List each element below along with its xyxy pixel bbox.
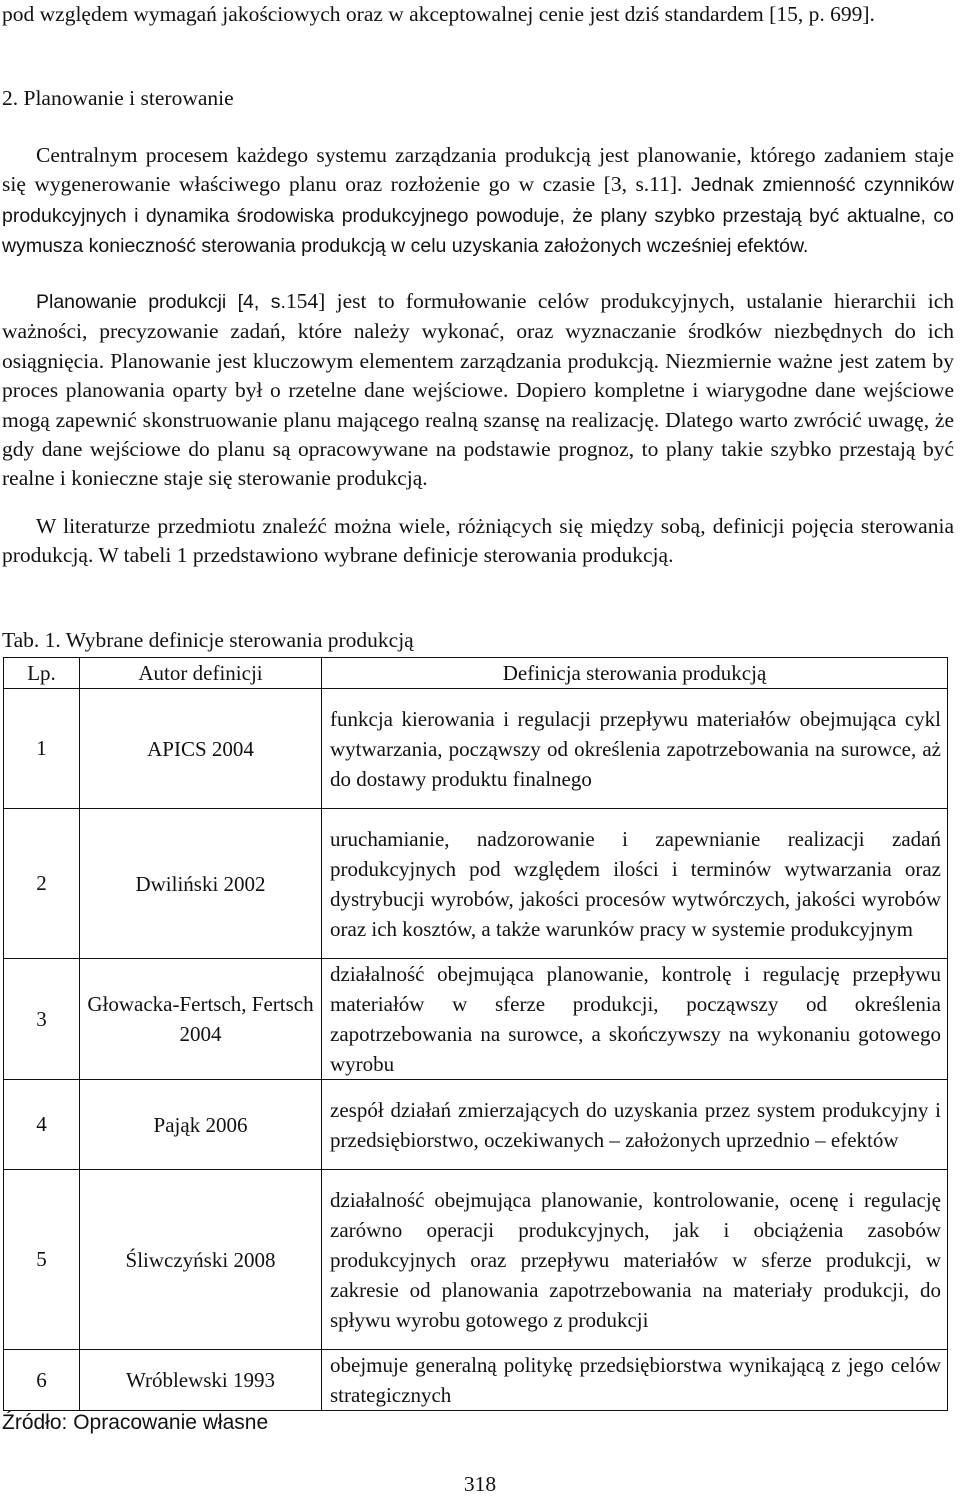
row-author: Pająk 2006	[80, 1080, 322, 1170]
row-lp: 3	[4, 959, 80, 1080]
table-row	[4, 1170, 948, 1350]
paragraph-1-sans-text: Jednak zmienność czynników produkcyjnych i dynamika środowiska produkcyjnego powoduje, że plany szybko przestają być aktualne, co wymusza konieczność sterowania produkcją w celu uzyskania założonych wcześniej efektów.	[2, 174, 954, 258]
row-definition: funkcja kierowania i regulacji przepływu materiałów obejmująca cykl wytwarzania, począwszy od określenia zapotrzebowania na surowce, aż do dostawy produktu finalnego	[322, 689, 948, 809]
row-author: Śliwczyński 2008	[80, 1170, 322, 1350]
definitions-table	[3, 657, 948, 1411]
section-heading: 2. Planowanie i sterowanie	[2, 86, 234, 110]
row-lp: 4	[4, 1080, 80, 1170]
header-author: Autor definicji	[80, 658, 322, 689]
paragraph-1-serif-text: Centralnym procesem każdego systemu zarządzania produkcją jest planowanie, którego zadaniem staje się wygenerowanie właściwego planu oraz rozłożenie go w czasie [3, s.11].	[2, 143, 954, 197]
table-row	[4, 1080, 948, 1170]
page-number: 318	[463, 1472, 497, 1496]
table-row	[4, 1350, 948, 1411]
table-header-row	[4, 658, 948, 689]
row-author: Głowacka-Fertsch, Fertsch 2004	[80, 959, 322, 1080]
paragraph-2-serif-text: 154] jest to formułowanie celów produkcyjnych, ustalanie hierarchii ich ważności, precyzowanie zadań, które należy wykonać, oraz wyznaczanie środków niezbędnych do ich osiągnięcia. Planowanie jest kluczowym elementem zarządzania produkcją. Niezmiernie ważne jest zatem by proces planowania oparty był o rzetelne dane wejściowe. Dopiero kompletne i wiarygodne dane wejściowe mogą zapewnić skonstruowanie planu mającego realną szansę na realizację. Dlatego warto zwrócić uwagę, że gdy dane wejściowe do planu są opracowywane na podstawie prognoz, to plany takie szybko przestają być realne i konieczne staje się sterowanie produkcją.	[2, 289, 954, 491]
header-definition: Definicja sterowania produkcją	[322, 658, 948, 689]
row-lp: 1	[4, 689, 80, 809]
intro-text: pod względem wymagań jakościowych oraz w akceptowalnej cenie jest dziś standardem [15, p. 699].	[2, 2, 875, 26]
header-lp: Lp.	[4, 658, 80, 689]
row-definition: obejmuje generalną politykę przedsiębiorstwa wynikającą z jego celów strategicznych	[322, 1350, 948, 1411]
row-definition: uruchamianie, nadzorowanie i zapewnianie realizacji zadań produkcyjnych pod względem ilości i terminów wytwarzania oraz dystrybucji wyrobów, jakości procesów wytwórczych, jakości wyrobów oraz ich kosztów, a także warunków pracy w systemie produkcyjnym	[322, 809, 948, 959]
row-author: Wróblewski 1993	[80, 1350, 322, 1411]
table-row	[4, 809, 948, 959]
row-lp: 5	[4, 1170, 80, 1350]
paragraph-3	[2, 512, 954, 571]
row-lp: 6	[4, 1350, 80, 1411]
row-definition: działalność obejmująca planowanie, kontrolowanie, ocenę i regulację zarówno operacji produkcyjnych, jak i obciążenia zasobów produkcyjnych oraz przepływu materiałów w sferze produkcji, w zakresie od planowania zapotrzebowania na materiały produkcji, do spływu wyrobu gotowego z produkcji	[322, 1170, 948, 1350]
paragraph-2	[2, 287, 954, 494]
paragraph-1	[2, 141, 954, 262]
table-caption: Tab. 1. Wybrane definicje sterowania produkcją	[2, 628, 414, 652]
row-lp: 2	[4, 809, 80, 959]
paragraph-2-sans-text: Planowanie produkcji [4, s.	[36, 291, 286, 313]
table-row	[4, 959, 948, 1080]
row-definition: działalność obejmująca planowanie, kontrolę i regulację przepływu materiałów w sferze produkcji, począwszy od określenia zapotrzebowania na surowce, a skończywszy na wykonaniu gotowego wyrobu	[322, 959, 948, 1080]
row-definition: zespół działań zmierzających do uzyskania przez system produkcyjny i przedsiębiorstwo, oczekiwanych – założonych uprzednio – efektów	[322, 1080, 948, 1170]
intro-paragraph	[2, 0, 954, 29]
table-row	[4, 689, 948, 809]
row-author: APICS 2004	[80, 689, 322, 809]
source-note: Źródło: Opracowanie własne	[2, 1411, 269, 1434]
row-author: Dwiliński 2002	[80, 809, 322, 959]
paragraph-3-text: W literaturze przedmiotu znaleźć można wiele, różniących się między sobą, definicji pojęcia sterowania produkcją. W tabeli 1 przedstawiono wybrane definicje sterowania produkcją.	[2, 514, 954, 568]
